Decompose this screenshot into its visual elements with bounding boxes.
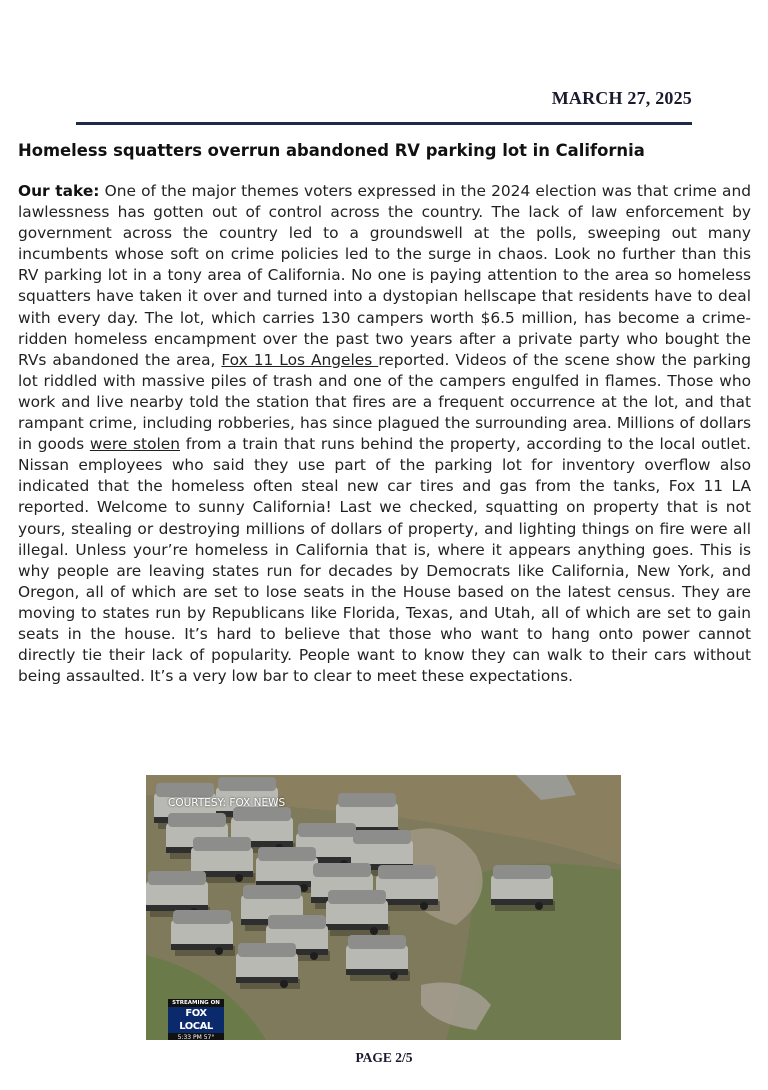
rv-lot-aerial-photo [146, 775, 621, 1040]
were-stolen-link[interactable]: were stolen [89, 435, 181, 454]
article-headline: Homeless squatters overrun abandoned RV parking lot in California [18, 141, 645, 160]
camper-trailer [491, 865, 555, 911]
page-number: PAGE 2/5 [355, 1050, 413, 1065]
camper-trailer [326, 890, 390, 936]
header-divider [76, 122, 692, 125]
camper-trailer [236, 943, 300, 989]
bug-brand-label: FOX LOCAL [168, 1007, 224, 1033]
article-body [18, 181, 751, 687]
fox-local-logo [168, 999, 224, 1040]
bug-streaming-label: STREAMING ON [168, 999, 224, 1007]
document-date: MARCH 27, 2025 [551, 88, 692, 108]
body-text-part3: from a train that runs behind the property, according to the local outlet. Nissan employees who said they use part of the parking lot for inventory overflow also indicated that the homeless often steal new car tires and gas from the tanks, Fox 11 LA reported. Welcome to sunny California! Last we checked, squatting on property that is not yours, stealing or destroying millions of dollars of property, and lighting things on fire were all illegal. Unless your’re homeless in California that is, where it appears anything goes. This is why people are leaving states run for decades by Democrats like California, New York, and Oregon, all of which are set to lose seats in the House based on the latest census. They are moving to states run by Republicans like Florida, Texas, and Utah, all of which are set to gain seats in the house. It’s hard to believe that those who want to hang onto power cannot directly tie their lack of popularity. People want to know they can walk to their cars without being assaulted. It’s a very low bar to clear to meet these expectations. [18, 435, 751, 686]
body-text-part2: reported. Videos of the scene show the parking lot riddled with massive piles of trash and one of the campers engulfed in flames. Those who work and live nearby told the station that fires are a frequent occurrence at the lot, and that rampant crime, including robberies, has since plagued the surrounding area. Millions of dollars in goods [18, 350, 751, 454]
fox11-link[interactable]: Fox 11 Los Angeles [221, 350, 379, 369]
camper-trailer [346, 935, 410, 981]
bug-time-temp: 5:33 PM 57° [168, 1033, 224, 1040]
photo-credit: COURTESY: FOX NEWS [168, 797, 286, 809]
body-text-part1: One of the major themes voters expressed in the 2024 election was that crime and lawlessness has gotten out of control across the country. The lack of law enforcement by government across the country led to a groundswell at the polls, sweeping out many incumbents whose soft on crime policies led to the surge in chaos. Look no further than this RV parking lot in a tony area of California. No one is paying attention to the area so homeless squatters have taken it over and turned into a dystopian hellscape that residents have to deal with every day. The lot, which carries 130 campers worth $6.5 million, has become a crime-ridden homeless encampment over the past two years after a private party who bought the RVs abandoned the area, [18, 182, 751, 369]
camper-trailer [171, 910, 235, 956]
our-take-label: Our take: [18, 182, 100, 200]
